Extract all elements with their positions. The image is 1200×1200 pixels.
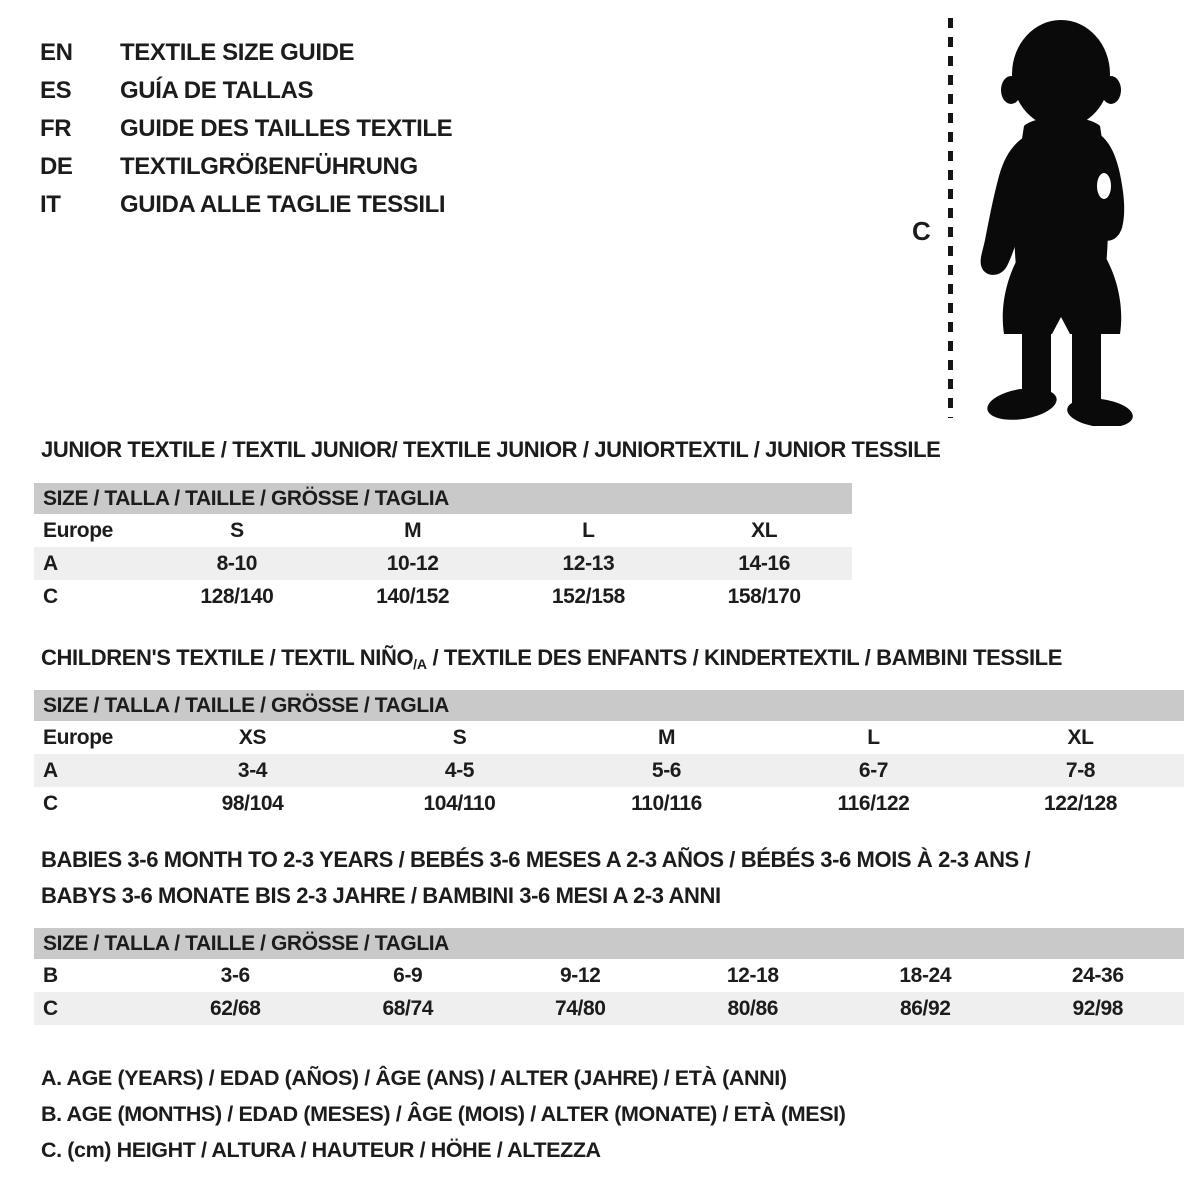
size-value: L bbox=[867, 725, 880, 749]
measurement-legend bbox=[41, 1060, 846, 1168]
babies-size-header: SIZE / TALLA / TAILLE / GRÖSSE / TAGLIA bbox=[34, 928, 1184, 959]
height-label-c: C bbox=[912, 216, 931, 246]
language-list bbox=[40, 34, 452, 224]
language-title: GUIDE DES TAILLES TEXTILE bbox=[120, 115, 453, 142]
row-label: C bbox=[43, 584, 58, 608]
title-text: / TEXTILE DES ENFANTS / KINDERTEXTIL / BAMBINI TESSILE bbox=[426, 645, 1062, 670]
size-value: XL bbox=[1067, 725, 1094, 749]
size-value: 128/140 bbox=[200, 584, 274, 608]
size-value: 5-6 bbox=[651, 758, 682, 782]
row-label: Europe bbox=[43, 725, 113, 749]
size-value: 9-12 bbox=[560, 963, 601, 987]
size-value: 122/128 bbox=[1043, 791, 1118, 815]
size-value: 158/170 bbox=[727, 584, 801, 608]
size-value: M bbox=[404, 518, 422, 542]
junior-title-line bbox=[41, 432, 940, 468]
size-value: XL bbox=[751, 518, 778, 542]
children-size-table bbox=[34, 690, 1184, 820]
row-label: B bbox=[43, 963, 58, 987]
legend-line: B. AGE (MONTHS) / EDAD (MESES) / ÂGE (MOIS) / ALTER (MONATE) / ETÀ (MESI) bbox=[41, 1101, 846, 1126]
size-value: XS bbox=[238, 725, 267, 749]
table-row bbox=[34, 514, 852, 547]
row-label: C bbox=[43, 791, 58, 815]
size-value: 3-6 bbox=[220, 963, 250, 987]
size-value: 140/152 bbox=[376, 584, 450, 608]
size-value: 10-12 bbox=[386, 551, 439, 575]
table-row bbox=[34, 547, 852, 580]
table-row bbox=[34, 959, 1184, 992]
title-text: JUNIOR TEXTILE / TEXTIL JUNIOR/ TEXTILE JUNIOR / JUNIORTEXTIL / JUNIOR TESSILE bbox=[41, 437, 941, 462]
size-value: 14-16 bbox=[738, 551, 790, 575]
babies-title-line bbox=[41, 842, 1030, 878]
size-value: S bbox=[230, 518, 244, 542]
size-value: 110/116 bbox=[631, 791, 702, 815]
language-title: GUÍA DE TALLAS bbox=[120, 77, 314, 104]
title-text: CHILDREN'S TEXTILE / TEXTIL NIÑO bbox=[41, 645, 414, 670]
size-value: 24-36 bbox=[1071, 963, 1124, 987]
table-row bbox=[34, 992, 1184, 1025]
language-code: IT bbox=[40, 191, 61, 218]
size-value: 7-8 bbox=[1065, 758, 1096, 782]
size-value: 86/92 bbox=[899, 996, 951, 1020]
children-size-header: SIZE / TALLA / TAILLE / GRÖSSE / TAGLIA bbox=[34, 690, 1184, 721]
table-row bbox=[34, 580, 852, 613]
toddler-silhouette-image bbox=[964, 14, 1160, 426]
size-value: 12-13 bbox=[562, 551, 615, 575]
babies-section-title bbox=[41, 842, 1030, 914]
size-value: 8-10 bbox=[216, 551, 258, 575]
table-row bbox=[34, 754, 1184, 787]
row-label: A bbox=[43, 758, 58, 782]
title-text: BABIES 3-6 MONTH TO 2-3 YEARS / BEBÉS 3-6 MESES A 2-3 AÑOS / BÉBÉS 3-6 MOIS À 2-3 ANS / bbox=[41, 847, 1031, 872]
size-value: L bbox=[582, 518, 595, 542]
language-title: TEXTILE SIZE GUIDE bbox=[120, 39, 355, 66]
table-row bbox=[34, 787, 1184, 820]
size-value: 62/68 bbox=[209, 996, 261, 1020]
title-text: BABYS 3-6 MONATE BIS 2-3 JAHRE / BAMBINI 3-6 MESI A 2-3 ANNI bbox=[41, 883, 721, 908]
size-value: 98/104 bbox=[221, 791, 284, 815]
language-code: EN bbox=[40, 39, 73, 66]
babies-size-table bbox=[34, 928, 1184, 1025]
language-title: TEXTILGRÖßENFÜHRUNG bbox=[120, 153, 418, 180]
junior-size-header: SIZE / TALLA / TAILLE / GRÖSSE / TAGLIA bbox=[34, 483, 852, 514]
legend-line: A. AGE (YEARS) / EDAD (AÑOS) / ÂGE (ANS) / ALTER (JAHRE) / ETÀ (ANNI) bbox=[41, 1065, 787, 1090]
size-value: 74/80 bbox=[554, 996, 606, 1020]
children-section-title bbox=[41, 640, 1062, 682]
size-value: S bbox=[452, 725, 467, 749]
junior-section-title bbox=[41, 432, 940, 468]
size-figure bbox=[900, 12, 1170, 422]
size-value: 4-5 bbox=[444, 758, 475, 782]
size-value: M bbox=[657, 725, 676, 749]
row-label: C bbox=[43, 996, 58, 1020]
size-value: 6-7 bbox=[858, 758, 889, 782]
size-value: 3-4 bbox=[237, 758, 268, 782]
size-value: 152/158 bbox=[551, 584, 625, 608]
language-code: FR bbox=[40, 115, 72, 142]
language-code: DE bbox=[40, 153, 73, 180]
size-value: 68/74 bbox=[382, 996, 434, 1020]
language-row bbox=[40, 110, 452, 148]
language-row bbox=[40, 34, 452, 72]
junior-size-table bbox=[34, 483, 852, 613]
size-value: 6-9 bbox=[393, 963, 423, 987]
babies-title-line bbox=[41, 878, 1030, 914]
size-value: 12-18 bbox=[726, 963, 779, 987]
language-row bbox=[40, 72, 452, 110]
language-title: GUIDA ALLE TAGLIE TESSILI bbox=[120, 191, 446, 218]
table-row bbox=[34, 721, 1184, 754]
children-title-line bbox=[41, 640, 1062, 682]
row-label: Europe bbox=[43, 518, 113, 542]
language-row bbox=[40, 148, 452, 186]
size-value: 116/122 bbox=[837, 791, 910, 815]
language-code: ES bbox=[40, 77, 72, 104]
title-text: /A bbox=[413, 656, 427, 672]
size-value: 80/86 bbox=[727, 996, 779, 1020]
row-label: A bbox=[43, 551, 58, 575]
size-value: 18-24 bbox=[899, 963, 952, 987]
size-value: 92/98 bbox=[1072, 996, 1124, 1020]
legend-line: C. (cm) HEIGHT / ALTURA / HAUTEUR / HÖHE / ALTEZZA bbox=[41, 1137, 601, 1162]
language-row bbox=[40, 186, 452, 224]
size-value: 104/110 bbox=[423, 791, 496, 815]
height-dashed-line bbox=[948, 18, 953, 418]
